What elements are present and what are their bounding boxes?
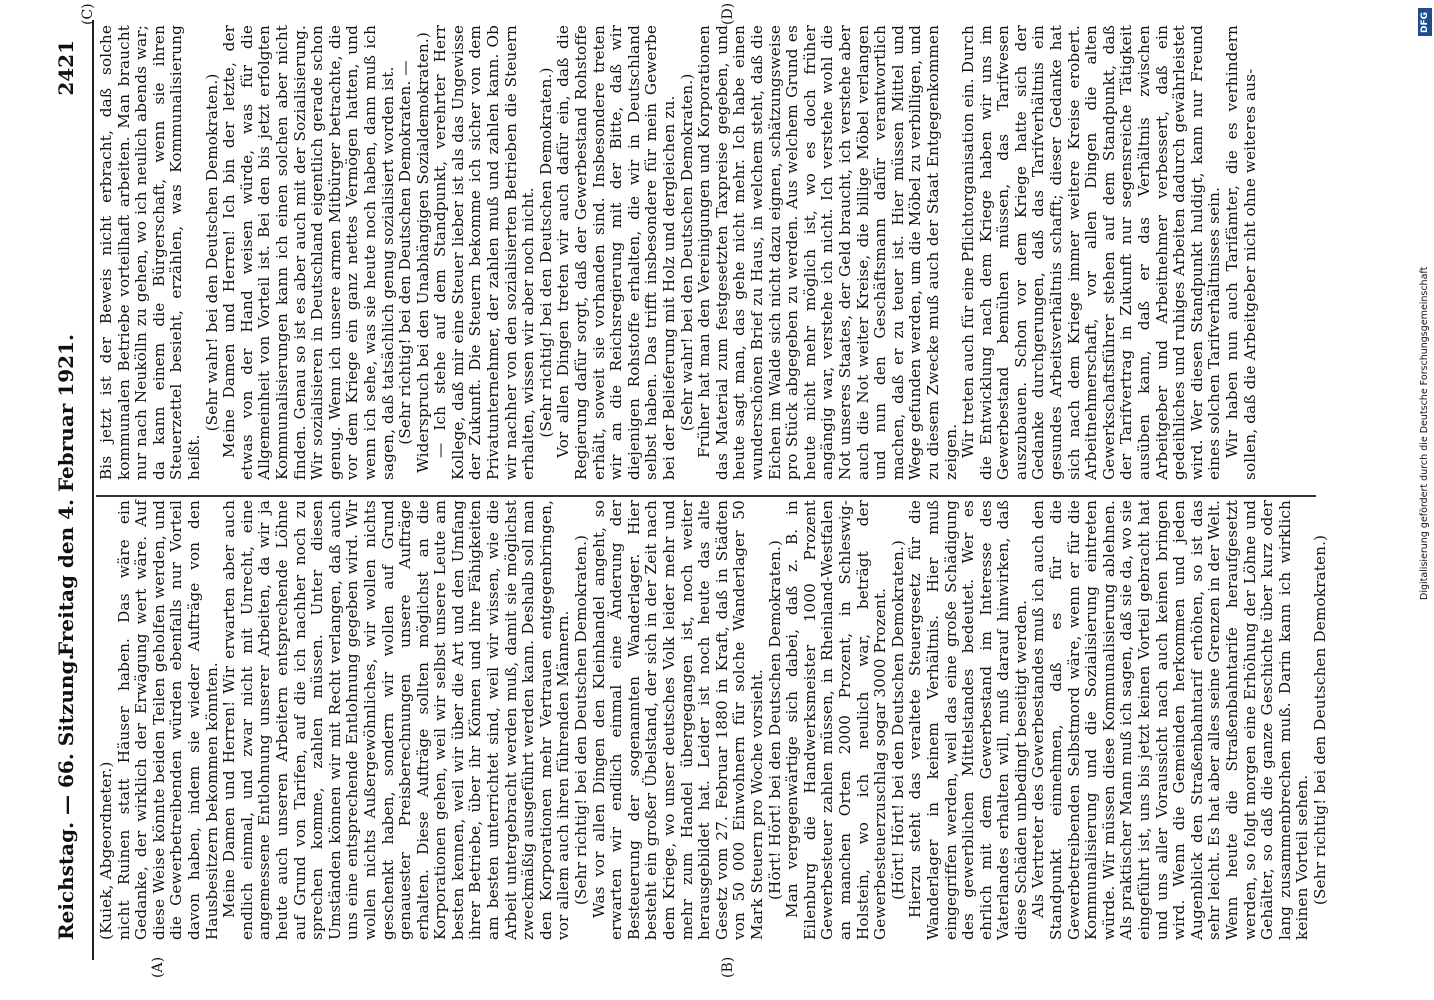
paragraph: Was vor allen Dingen den Kleinhandel angeht, so erwarten wir endlich einmal eine Änderung der Besteuerung der sogenannten Wanderlager. Hier besteht ein großer Übelstand, der sich in der Zeit nach dem Kriege, wo unser deutsches Volk leider mehr und mehr zum Handel übergegangen ist, noch weiter herausgebildet hat. Leider ist noch heute das alte Gesetz vom 27. Februar 1880 in Kraft, daß in Städten von 50 000 Einwohnern für solche Wanderlager 50 Mark Steuern pro Woche vorsieht. [589, 500, 766, 940]
interjection: (Sehr richtig! bei den Deutschen Demokraten.) [1310, 534, 1329, 906]
paragraph: Man vergegenwärtige sich dabei, daß z. B. in Eilenburg die Handwerksmeister 1000 Prozent Gewerbesteuer zahlen müssen, in Rheinland-Westfalen an manchen Orten 2000 Prozent, in Schleswig-Holstein, wo ich neulich war, beträgt der Gewerbesteuerzuschlag sogar 3000 Prozent. [783, 500, 890, 940]
interjection: (Sehr richtig! bei den Deutschen Demokraten.) [536, 67, 555, 438]
paragraph: Hierzu steht das veraltete Steuergesetz für die Wanderlager in keinem Verhältnis. Hier muß eingegriffen werden, weil das eine große Schädigung des gewerblichen Mittelstandes bedeutet. Wer es ehrlich mit dem Gewerbestand im Interesse des Vaterlandes erhalten will, muß darauf hinwirken, daß diese Schäden unbedingt beseitigt werden. [906, 500, 1030, 940]
paragraph: Meine Damen und Herren! Ich bin der letzte, der etwas von der Hand weisen würde, was für die Allgemeinheit von Vorteil ist. Bei den bis jetzt erfolgten Kommunalisierungen kann ich einen solchen aber nicht finden. Genau so ist es aber auch mit der Sozialisierung. Wir sozialisieren in Deutschland eigentlich gerade schon genug. Wenn ich unsere armen Mitbürger betrachte, die vor dem Kriege ein ganz nettes Vermögen hatten, und wenn ich sehe, was sie heute noch haben, dann muß ich sagen, daß tatsächlich genug sozialisiert worden ist. [220, 25, 397, 480]
paragraph: — Ich stehe auf dem Standpunkt, verehrter Herr Kollege, daß mir eine Steuer lieber ist als das Ungewisse der Zukunft. Die Steuern bekomme ich sicher von dem Privatunternehmer, der zahlen muß und zahlen kann. Ob wir nachher von den sozialisierten Betrieben die Steuern erhalten, wissen wir aber noch nicht. [431, 25, 538, 480]
paragraph: Vor allen Dingen treten wir auch dafür ein, daß die Regierung dafür sorgt, daß der Gewerbestand Rohstoffe erhält, soweit sie vorhanden sind. Insbesondere treten wir an die Reichsregierung mit der Bitte, daß wir diejenigen Rohstoffe erhalten, die wir in Deutschland selbst haben. Das trifft insbesondere für mein Gewerbe bei der Belieferung mit Holz und dergleichen zu. [554, 25, 678, 480]
interjection: (Hört! Hört! bei den Deutschen Demokraten.) [765, 539, 784, 901]
paragraph: Meine Damen und Herren! Wir erwarten aber auch endlich einmal, und zwar nicht mit Unrecht, eine angemessene Entlohnung unserer Arbeiten, da wir ja heute auch unseren Arbeitern entsprechende Löhne auf Grund von Tarifen, auf die ich nachher noch zu sprechen komme, zahlen müssen. Unter diesen Umständen können wir mit Recht verlangen, daß auch uns eine entsprechende Entlohnung gegeben wird. Wir wollen nichts Außergewöhnliches, wir wollen nichts geschenkt haben, sondern wir wollen auf Grund genauester Preisberechnungen unsere Aufträge erhalten. Diese Aufträge sollten möglichst an die Korporationen gehen, weil wir selbst unsere Leute am besten kennen, weil wir über die Art und den Umfang ihrer Betriebe, über ihr Können und ihre Fähigkeiten am besten unterrichtet sind, weil wir wissen, wie die Arbeit untergebracht werden muß, damit sie möglichst zweckmäßig ausgeführt werden kann. Deshalb soll man den Korporationen mehr Vertrauen entgegenbringen, vor allem auch ihren führenden Männern. [220, 500, 573, 940]
paragraph: Wir haben nun auch Tarifämter, die es verhindern sollen, daß die Arbeitgeber nicht ohne weiteres aus- [1223, 25, 1259, 480]
dfg-logo: DFG [1418, 8, 1432, 36]
interjection: (Hört! Hört! bei den Deutschen Demokraten.) [888, 539, 907, 901]
paragraph: Als Vertreter des Gewerbestandes muß ich auch den Standpunkt einnehmen, daß es für die Gewerbetreibenden Selbstmord wäre, wenn er für die Kommunalisierung und die Sozialisierung eintreten würde. Wir müssen diese Kommunalisierung ablehnen. Als praktischer Mann muß ich sagen, daß sie da, wo sie eingeführt ist, uns bis jetzt keinen Vorteil gebracht hat und uns aller Voraussicht nach auch keinen bringen wird. Wenn die Gemeinden herkommen und jeden Augenblick den Straßenbahntarif erhöhen, so ist das sehr leicht. Es hat aber alles seine Grenzen in der Welt. Wenn heute die Straßenbahntarife heraufgesetzt werden, so folgt morgen eine Erhöhung der Löhne und Gehälter, so daß die ganze Geschichte über kurz oder lang zusammenbrechen muß. Darin kann ich wirklich keinen Vorteil sehen. [1029, 500, 1312, 940]
page-header [50, 30, 90, 960]
paragraph: nicht Ruinen statt Häuser haben. Das wäre ein Gedanke, der wirklich der Erwägung wert wäre. Auf diese Weise könnte beiden Teilen geholfen werden, und die Gewerbetreibenden würden ebenfalls nur Vorteil davon haben, indem sie wieder Aufträge von den Hausbesitzern bekommen könnten. [114, 500, 221, 940]
header-session: Reichstag. — 66. Sitzung. [54, 653, 78, 940]
right-column [98, 25, 1259, 480]
paragraph: Früher hat man den Vereinigungen und Korporationen das Material zum festgesetzten Taxpreise gegeben, und heute sagt man, das gehe nicht mehr. Ich habe einen wunderschönen Brief zu Haus, in welchem steht, daß die Eichen im Walde sich nicht dazu eignen, schätzungsweise pro Stück abgegeben zu werden. Aus welchem Grund es heute nicht mehr möglich ist, wo es doch früher angängig war, verstehe ich nicht. Ich verstehe wohl die Not unseres Staates, der Geld braucht, ich verstehe aber auch die Not weiter Kreise, die billige Möbel verlangen und nun den Geschäftsmann dafür verantwortlich machen, daß er zu teuer ist. Hier müssen Mittel und Wege gefunden werden, um die Möbel zu verbilligen, und zu diesem Zwecke muß auch der Staat Entgegenkommen zeigen. [695, 25, 960, 480]
paragraph: Wir treten auch für eine Pflichtorganisation ein. Durch die Entwicklung nach dem Kriege haben wir uns im Gewerbestand bemühen müssen, das Tarifwesen auszubauen. Schon vor dem Kriege hatte sich der Gedanke durchgerungen, daß das Tarifverhältnis ein gesundes Arbeitsverhältnis schafft; dieser Gedanke hat sich nach dem Kriege immer weitere Kreise erobert. Arbeitnehmerschaft, vor allen Dingen die alten Gewerkschaftsführer stehen auf dem Standpunkt, daß der Tarifvertrag in Zukunft nur segensreiche Tätigkeit ausüben kann, daß er das Verhältnis zwischen Arbeitgeber und Arbeitnehmer verbessert, daß ein gedeihliches und ruhiges Arbeiten dadurch gewährleistet wird. Wer diesen Standpunkt huldigt, kann nur Freund eines solchen Tarifverhältnisses sein. [959, 25, 1224, 480]
interjection: (Sehr richtig! bei den Deutschen Demokraten. — Widerspruch bei den Unabhängigen Sozialdemokraten.) [396, 32, 432, 473]
digitization-credit: Digitalisierung gefördert durch die Deutsche Forschungsgemeinschaft [1419, 266, 1430, 600]
column-divider [96, 495, 1316, 497]
interjection: (Sehr wahr! bei den Deutschen Demokraten.) [677, 73, 696, 432]
interjection: (Sehr richtig! bei den Deutschen Demokraten.) [572, 534, 591, 906]
margin-mark-d: (D) [720, 2, 736, 25]
margin-mark-a: (A) [150, 956, 166, 978]
margin-mark-c: (C) [80, 3, 96, 25]
interjection: (Sehr wahr! bei den Deutschen Demokraten.) [202, 73, 221, 432]
header-date: Freitag den 4. Februar 1921. [54, 334, 78, 656]
paragraph: Bis jetzt ist der Beweis nicht erbracht, daß solche kommunalen Betriebe vorteilhaft arbeiten. Man braucht nur nach Neukölln zu gehen, wo ich neulich abends war; da kann einem die Bürgerschaft, wenn sie ihren Steuerzettel besieht, erzählen, was Kommunalisierung heißt. [97, 25, 203, 480]
page-number: 2421 [54, 40, 78, 96]
speaker-label: (Kuiek, Abgeordneter.) [97, 761, 115, 940]
header-rule [92, 20, 94, 960]
left-column [98, 500, 1330, 940]
margin-mark-b: (B) [720, 956, 736, 978]
